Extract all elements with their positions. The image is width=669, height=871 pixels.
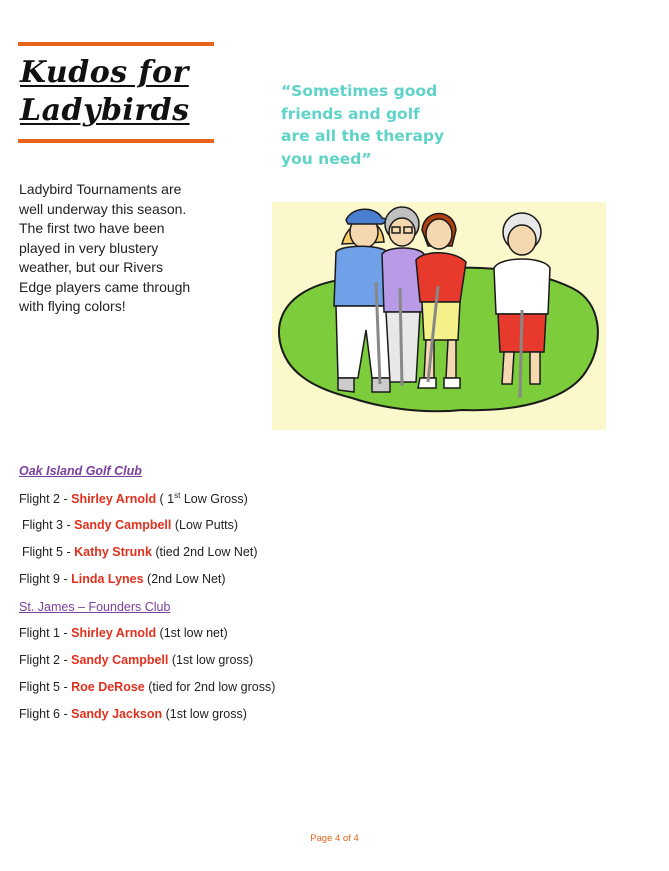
flight-label: Flight 3 - — [22, 518, 75, 532]
intro-paragraph — [19, 180, 219, 317]
title-bottom-rule — [18, 139, 214, 143]
result-note: (tied for 2nd low gross) — [144, 680, 276, 694]
intro-line-3: The first two have been — [19, 220, 165, 236]
title-top-rule — [18, 42, 214, 46]
result-row — [19, 626, 228, 640]
intro-line-1: Ladybird Tournaments are — [19, 181, 182, 197]
intro-line-2: well underway this season. — [19, 200, 187, 217]
title-line-1: Kudos for — [20, 55, 189, 90]
player-name: Kathy Strunk — [74, 545, 152, 559]
page-title — [20, 54, 216, 130]
page-number: Page 4 of 4 — [310, 833, 359, 844]
result-note: (1st low gross) — [162, 707, 247, 721]
flight-label: Flight 1 - — [19, 626, 72, 640]
quote-line-2: friends and golf — [281, 104, 420, 123]
flight-label: Flight 9 - — [19, 572, 72, 586]
quote-line-1: “Sometimes good — [281, 82, 438, 100]
intro-line-6: Edge players came through — [19, 278, 191, 295]
result-note: (1st low gross) — [168, 653, 254, 667]
player-name: Shirley Arnold — [71, 492, 157, 507]
result-row — [19, 680, 275, 694]
flight-label: Flight 2 - — [19, 653, 72, 667]
result-row — [19, 707, 247, 721]
result-note: (2nd Low Net) — [143, 572, 226, 586]
intro-line-7: with flying colors! — [19, 298, 126, 314]
result-row — [19, 491, 248, 506]
player-name: Linda Lynes — [71, 572, 144, 586]
flight-label: Flight 5 - — [22, 545, 75, 559]
result-row — [22, 518, 238, 532]
section-title-st-james: St. James – Founders Club — [19, 600, 171, 614]
flight-label: Flight 6 - — [19, 707, 72, 721]
player-name: Shirley Arnold — [71, 626, 157, 640]
pull-quote — [281, 80, 451, 170]
flight-label: Flight 5 - — [19, 680, 72, 694]
result-row — [22, 545, 258, 559]
player-name: Sandy Jackson — [71, 707, 163, 721]
flight-label: Flight 2 - — [19, 492, 72, 507]
section-title-oak-island: Oak Island Golf Club — [19, 464, 142, 478]
result-note: (Low Putts) — [171, 518, 239, 532]
result-note: (tied 2nd Low Net) — [151, 545, 258, 559]
result-note: ( 1st Low Gross) — [156, 491, 248, 507]
intro-line-4: played in very blustery — [19, 239, 159, 256]
title-line-2: Ladybirds — [20, 93, 190, 128]
player-name: Sandy Campbell — [74, 518, 172, 532]
player-name: Sandy Campbell — [71, 653, 169, 667]
quote-line-3: are all the therapy — [281, 127, 445, 145]
quote-line-4: you need” — [281, 149, 372, 168]
result-row — [19, 653, 253, 667]
result-row — [19, 572, 226, 586]
golfer-ladies-illustration — [272, 202, 606, 430]
intro-line-5: weather, but our Rivers — [19, 259, 163, 275]
result-note: (1st low net) — [156, 626, 228, 640]
player-name: Roe DeRose — [71, 680, 145, 694]
